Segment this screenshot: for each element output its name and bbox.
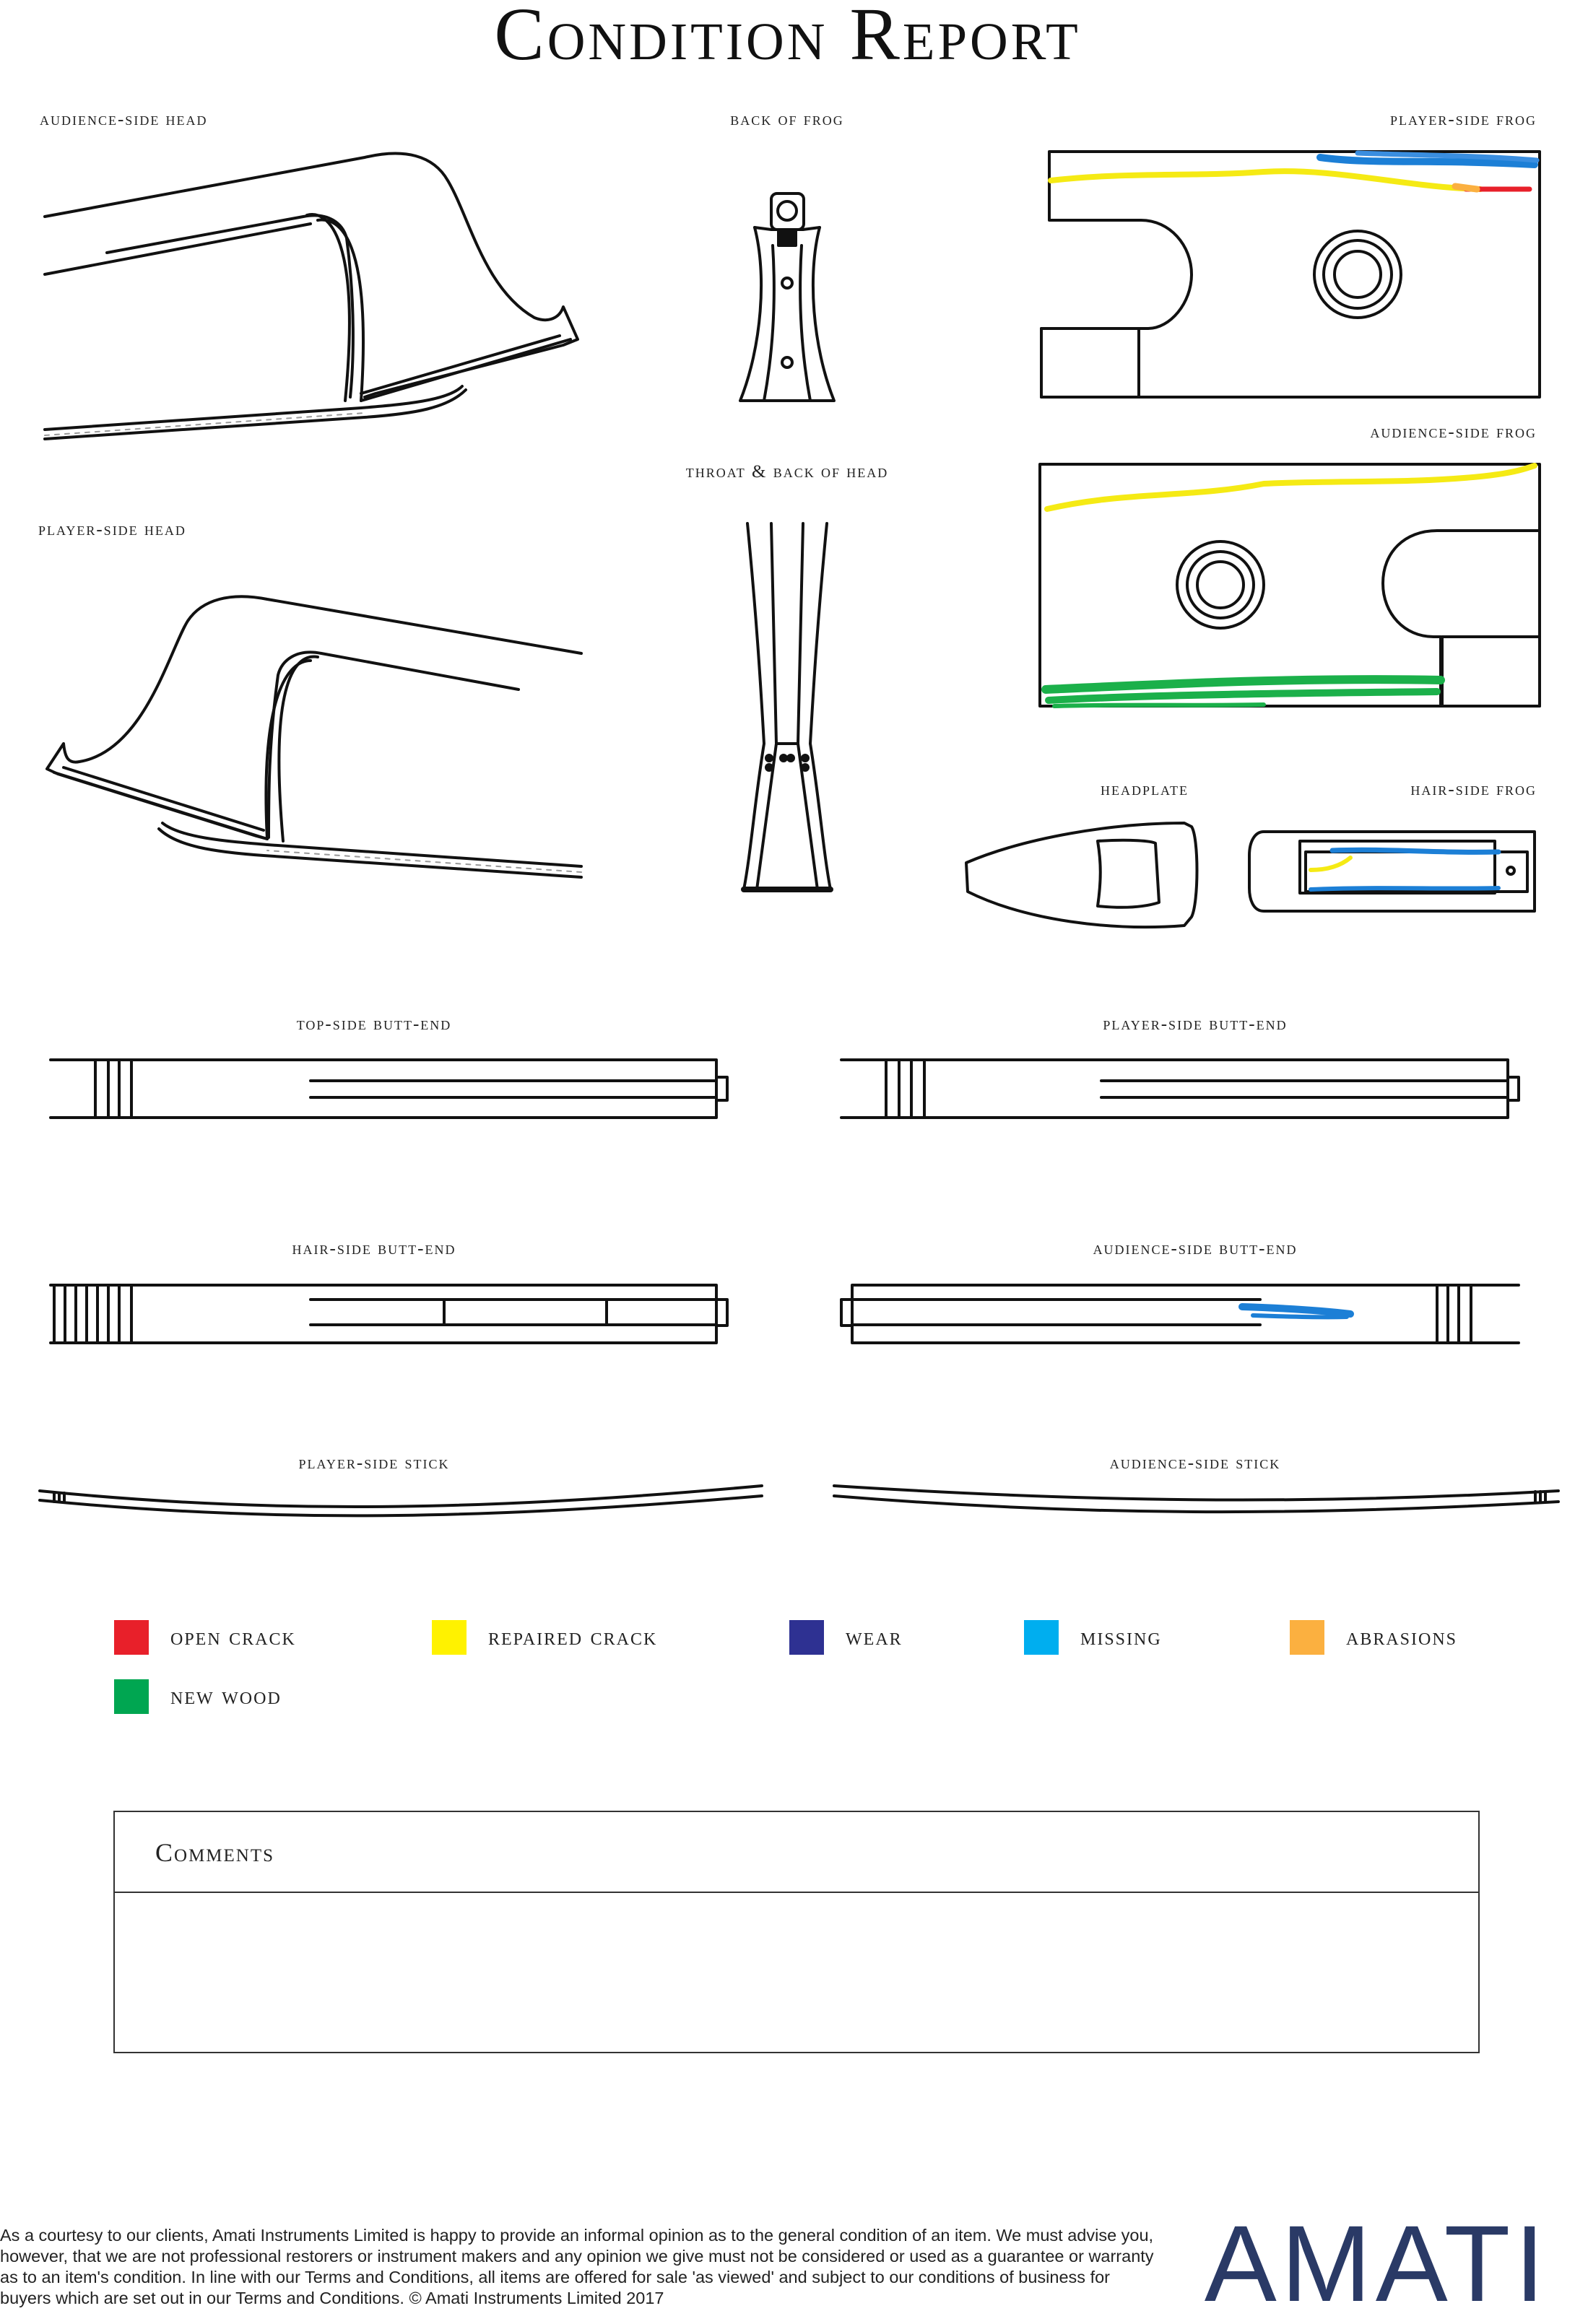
- legend-open-crack: [114, 1620, 296, 1655]
- label-player-side-stick: player-side stick: [298, 1453, 450, 1473]
- legend-label-missing: missing: [1080, 1624, 1162, 1650]
- throat-back-of-head-diagram: [744, 523, 830, 889]
- legend-label-abrasions: abrasions: [1346, 1624, 1458, 1650]
- label-audience-side-stick: audience-side stick: [1109, 1453, 1281, 1473]
- legend-swatch-open-crack: [114, 1620, 149, 1655]
- comments-field[interactable]: [115, 1893, 1478, 2052]
- legend-label-open-crack: open crack: [170, 1624, 296, 1650]
- legend-swatch-wear: [789, 1620, 824, 1655]
- legend-swatch-repaired-crack: [432, 1620, 467, 1655]
- audience-side-stick-diagram: [834, 1486, 1558, 1512]
- label-hair-side-butt-end: hair-side butt-end: [292, 1239, 456, 1258]
- label-hair-side-frog: hair-side frog: [1410, 780, 1537, 799]
- label-audience-side-head: audience-side head: [40, 110, 208, 129]
- label-audience-side-butt-end: audience-side butt-end: [1093, 1239, 1298, 1258]
- hair-side-frog-diagram: [1249, 832, 1535, 911]
- legend-swatch-new-wood: [114, 1679, 149, 1714]
- legend-missing: [1024, 1620, 1162, 1655]
- label-player-side-butt-end: player-side butt-end: [1103, 1014, 1288, 1034]
- label-back-of-frog: back of frog: [730, 110, 844, 129]
- label-player-side-head: player-side head: [38, 520, 186, 539]
- back-of-frog-diagram: [740, 193, 834, 401]
- legend-label-wear: wear: [846, 1624, 903, 1650]
- legend-swatch-abrasions: [1290, 1620, 1324, 1655]
- hair-side-butt-end-diagram: [51, 1285, 727, 1343]
- audience-side-frog-diagram: [1040, 464, 1540, 706]
- label-throat-back-of-head: throat & back of head: [685, 462, 889, 482]
- page-title: Condition Report: [494, 0, 1081, 76]
- label-player-side-frog: player-side frog: [1390, 110, 1537, 129]
- comments-heading: Comments: [115, 1812, 1478, 1893]
- audience-side-butt-end-diagram: [841, 1285, 1519, 1343]
- player-side-butt-end-diagram: [841, 1060, 1519, 1118]
- audience-side-head-diagram: [45, 154, 578, 439]
- player-side-stick-diagram: [40, 1486, 762, 1515]
- legend-wear: [789, 1620, 903, 1655]
- legend-abrasions: [1290, 1620, 1457, 1655]
- legend-label-new-wood: new wood: [170, 1683, 282, 1710]
- legend-new-wood: [114, 1679, 282, 1714]
- top-side-butt-end-diagram: [51, 1060, 727, 1118]
- amati-logo: AMATI: [1204, 2203, 1549, 2324]
- legend-repaired-crack: [432, 1620, 657, 1655]
- headplate-diagram: [966, 823, 1197, 927]
- player-side-frog-diagram: [1041, 152, 1540, 397]
- label-headplate: headplate: [1101, 780, 1189, 799]
- legend-label-repaired-crack: repaired crack: [488, 1624, 658, 1650]
- legend-swatch-missing: [1024, 1620, 1059, 1655]
- label-audience-side-frog: audience-side frog: [1370, 422, 1537, 442]
- disclaimer-text: As a courtesy to our clients, Amati Instruments Limited is happy to provide an informal opinion as to the general condition of an item. We must advise you, however, that we are not professional restorers or instrument makers and any opinion we give must not be considered or used as a guarantee or warranty as to an item's condition. In line with our Terms and Conditions, all items are offered for sale 'as viewed' and subject to our conditions of business for buyers which are set out in our Terms and Conditions. © Amati Instruments Limited 2017: [0, 2226, 1154, 2307]
- player-side-head-diagram: [47, 596, 581, 877]
- label-top-side-butt-end: top-side butt-end: [296, 1014, 452, 1034]
- comments-box: [113, 1811, 1480, 2053]
